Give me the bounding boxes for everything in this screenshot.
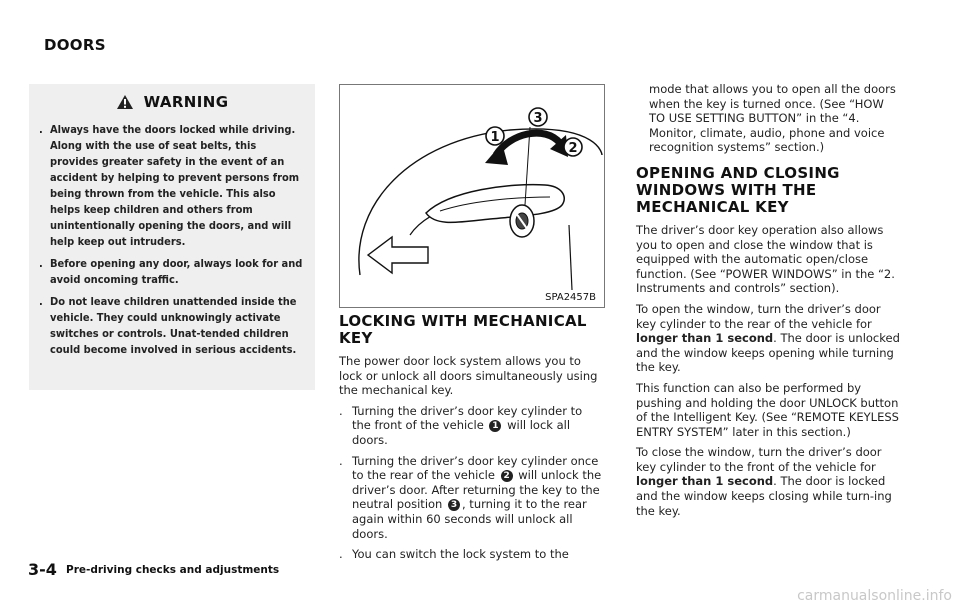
warning-item: . Do not leave children unattended inside the vehicle. They could unknowingly activate switches or controls. Unat-tended children could become involved in serious accidents.: [39, 295, 297, 356]
figure-code: SPA2457B: [545, 292, 596, 303]
locking-bullet-3: . You can switch the lock system to the: [339, 547, 569, 562]
locking-section: [339, 313, 604, 562]
warning-heading: [29, 93, 315, 114]
marker-3: 3: [533, 111, 543, 126]
windows-section: [636, 82, 902, 518]
marker-2: 2: [568, 141, 578, 156]
door-handle-illustration: [340, 85, 604, 307]
windows-heading: OPENING AND CLOSING WINDOWS WITH THE MECHANICAL KEY: [636, 163, 840, 216]
front-arrow-icon: [368, 237, 428, 273]
section-title: DOORS: [44, 36, 106, 54]
watermark: carmanualsonline.info: [797, 588, 952, 604]
warning-item: . Always have the doors locked while driving. Along with the use of seat belts, this provides greater safety in the event of an accident by helping to prevent persons from being thrown from the vehicle. This also helps keep children and others from unintentionally opening the doors, and will help keep out intruders.: [39, 123, 300, 248]
chapter-title: Pre-driving checks and adjustments: [66, 563, 280, 576]
lock-mode-continuation: mode that allows you to open all the doors when the key is turned once. (See “HOW TO USE SETTING BUTTON” in the “4. Monitor, climate, audio, phone and voice recognition systems” section.): [649, 82, 896, 155]
warning-triangle-icon: [116, 94, 134, 114]
warning-item: . Before opening any door, always look for and avoid oncoming traffic.: [39, 257, 303, 286]
locking-bullet-1: . Turning the driver’s door key cylinder to the front of the vehicle 1 will lock all doors.: [339, 403, 583, 447]
warning-title: WARNING: [143, 93, 229, 111]
circled-number-3: 3: [448, 499, 460, 511]
locking-heading: LOCKING WITH MECHANICAL KEY: [339, 312, 587, 347]
locking-bullet-2: . Turning the driver’s door key cylinder once to the rear of the vehicle 2 will unlock the driver’s door. After returning the key to the neutral position 3 , turning it to the rear again within 60 seconds will unlock all doors.: [339, 453, 602, 541]
door-handle-figure: [339, 84, 605, 308]
windows-para-1: The driver’s door key operation also allows you to open and close the window that is equipped with the automatic open/close function. (See “POWER WINDOWS” in the “2. Instruments and controls” section).: [636, 222, 895, 296]
warning-box: [29, 84, 315, 390]
windows-para-4: To close the window, turn the driver’s door key cylinder to the front of the vehicle for longer than 1 second. The door is locked and the window keeps closing while turn-ing the key.: [636, 445, 892, 518]
page-number: 3-4: [28, 560, 57, 579]
marker-1: 1: [490, 130, 500, 145]
locking-intro: The power door lock system allows you to lock or unlock all doors simultaneously using the mechanical key.: [339, 354, 598, 398]
circled-number-1: 1: [489, 420, 501, 432]
circled-number-2: 2: [501, 470, 513, 482]
windows-para-2: To open the window, turn the driver’s door key cylinder to the rear of the vehicle for longer than 1 second. The door is unlocked and the window keeps opening while turning the key.: [636, 301, 900, 375]
page-footer: [28, 559, 279, 579]
windows-para-3: This function can also be performed by pushing and holding the door UNLOCK button of the Intelligent Key. (See “REMOTE KEYLESS ENTRY SYSTEM” later in this section.): [636, 380, 899, 439]
warning-list: [29, 122, 315, 364]
